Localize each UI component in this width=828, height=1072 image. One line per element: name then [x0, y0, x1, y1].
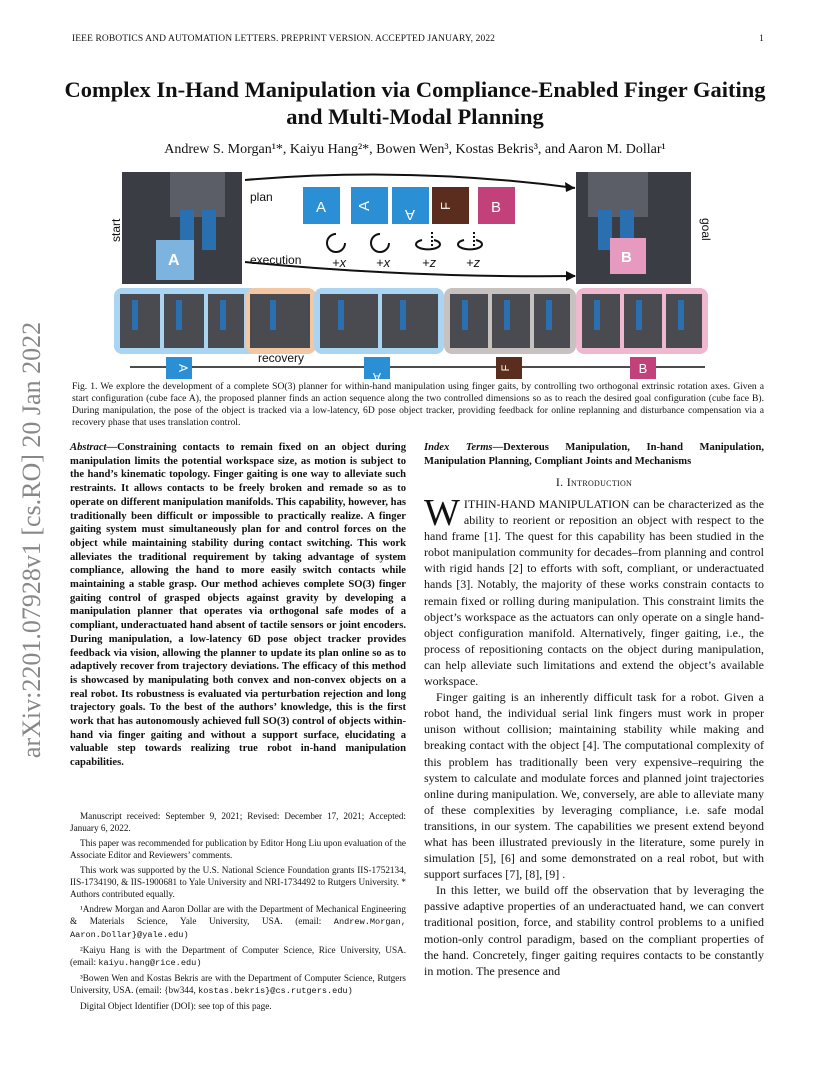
figure-1-graphic — [110, 170, 720, 380]
recovery-label: recovery — [258, 351, 305, 365]
footnote-doi: Digital Object Identifier (DOI): see top of this page. — [80, 1001, 272, 1011]
intro-paragraph-1-text: ITHIN-HAND MANIPULATION can be characterized as the ability to reorient or reposition an object with respect to the hand frame [1]. The quest for this capability has been studied in the robot manipulation community for decades–from planning and control with rigid hands [2] to efforts with soft, compliant, or underactuated hands [3]. Notably, the majority of these works constrain contacts to remain fixed or rolling during manipulation. This constraint limits the object’s workspace as the actuators can only operate on a single hand-object configuration manifold. Alternatively, finger gaiting, i.e., the process of repositioning contacts on the object during manipulation, can help alleviate such limitations and extend the object’s available workspace. — [424, 497, 764, 689]
index-terms-label: Index Terms — [424, 442, 493, 453]
timeline-tile-3-label: F — [500, 364, 512, 372]
execution-label: execution — [250, 253, 302, 267]
abstract-label: Abstract — [70, 442, 107, 453]
timeline-tile-2-label: A — [372, 370, 382, 380]
rotation-glyphs — [327, 232, 482, 252]
abstract-text: —Constraining contacts to remain fixed on an object during manipulation limits the potential workspace size, as motion is subject to the hand’s kinematic topology. Finger gaiting is one way to alleviate such restraints. It allows contacts to be freely broken and remade so as to operate on different manipulation manifolds. This capability, however, has traditionally been difficult or impossible to practically realize. A finger gaiting system must simultaneously plan for and control forces on the object while maintaining stability during contact switching. This work alleviates the traditional requirement by taking advantage of system compliance, allowing the hand to more easily switch contacts while maintaining a stable grasp. Our method achieves complete SO(3) finger gaiting control of grasped objects against gravity by developing a manipulation planner that operates via orthogonal safe modes of a compliant, underactuated hand absent of tactile sensors or joint encoders. During manipulation, a low-latency 6D pose object tracker provides feedback via vision, allowing the planner to update its plan online so as to adaptively recover from trajectory deviations. The efficacy of this method is showcased by manipulating both convex and non-convex objects on a real robot. Its robustness is evaluated via perturbation rejection and long trajectory goals. To the best of the authors’ knowledge, this is the first work that has autonomously achieved full SO(3) control of objects within-hand via finger gaiting and without a support surface, elucidating a valuable step towards realizing true robot in-hand manipulation capabilities. — [70, 442, 406, 769]
dropcap: W — [424, 492, 460, 534]
rotation-label-3: +z — [422, 255, 437, 270]
plan-tile-2-label: A — [356, 200, 373, 212]
index-terms — [424, 441, 764, 468]
plan-tile-1-label: A — [315, 199, 327, 216]
rotation-x-icon — [371, 234, 389, 252]
arxiv-stamp — [8, 290, 56, 790]
running-title: IEEE ROBOTICS AND AUTOMATION LETTERS. PREPRINT VERSION. ACCEPTED JANUARY, 2022 — [72, 34, 496, 44]
rotation-label-1: +x — [332, 255, 347, 270]
abstract — [70, 441, 406, 770]
footnote-funding: This work was supported by the U.S. National Science Foundation grants IIS-1752134, IIS-1734190, & IIS-1900681 to Yale University and NRI-1734492 to Rutgers University. * Authors contributed equally. — [70, 865, 406, 899]
footnote-affiliation-2-text: ²Kaiyu Hang is with the Department of Computer Science, Rice University, USA. (email: — [70, 945, 406, 967]
goal-label: goal — [699, 218, 713, 241]
start-photo — [122, 172, 242, 284]
footnote-affiliation-2-email: kaiyu.hang@rice.edu) — [98, 958, 202, 968]
figure-1 — [110, 170, 720, 380]
figure-caption: Fig. 1. We explore the development of a complete SO(3) planner for within-hand manipulation using finger gaits, by controlling two orthogonal extrinsic rotation axes. Given a start configuration (cube face A), the proposed planner finds an action sequence along the two controlled dimensions so as to reach the desired goal configuration (cube face B). During manipulation, the pose of the object is tracked via a low-latency, 6D pose object tracker, providing feedback for online replanning and disturbance compensation via a recovery phase that uses translation control. — [72, 381, 764, 428]
rotation-label-2: +x — [376, 255, 391, 270]
plan-arrow — [245, 175, 575, 188]
running-header — [72, 34, 764, 44]
section-heading: I. Introduction — [555, 475, 633, 489]
arxiv-identifier: arXiv:2201.07928v1 [cs.RO] 20 Jan 2022 — [17, 321, 46, 759]
plan-tile-5-label: B — [490, 199, 502, 216]
page-number: 1 — [759, 34, 764, 44]
plan-tile-4-label: F — [438, 202, 453, 210]
footnote-affiliation-1-text: ¹Andrew Morgan and Aaron Dollar are with the Department of Mechanical Engineering & Materials Science, Yale University, USA. (email: — [70, 904, 406, 926]
timeline-tile-1-label: A — [176, 363, 190, 373]
execution-arrowhead — [566, 271, 576, 281]
start-cube-face: A — [168, 252, 180, 269]
paper-title: Complex In-Hand Manipulation via Compliance-Enabled Finger Gaiting and Multi-Modal Planning — [64, 77, 766, 129]
introduction-body — [424, 492, 764, 979]
author-list: Andrew S. Morgan¹*, Kaiyu Hang²*, Bowen Wen³, Kostas Bekris³, and Aaron M. Dollar¹ — [164, 142, 666, 157]
intro-paragraph-1 — [424, 492, 764, 689]
footnote-editor: This paper was recommended for publication by Editor Hong Liu upon evaluation of the Associate Editor and Reviewers’ comments. — [70, 838, 406, 860]
timeline-tile-4-label: B — [638, 361, 648, 376]
rotation-z-icon — [458, 240, 482, 249]
plan-label: plan — [250, 190, 273, 204]
goal-cube-face: B — [621, 249, 632, 266]
plan-tile-3-label: A — [404, 206, 416, 223]
footnote-affiliation-2 — [70, 944, 406, 969]
start-label: start — [110, 218, 123, 242]
rotation-z-icon — [416, 240, 440, 249]
rotation-label-4: +z — [466, 255, 481, 270]
rotation-x-icon — [327, 234, 345, 252]
intro-paragraph-2: Finger gaiting is an inherently difficult task for a robot. Given a robot hand, the individual serial link fingers must work in proper unison without collision; maintaining stability while making and breaking contact with the object [4]. The computational complexity of this problem has traditionally been very expensive–requiring the system to calculate and modulate forces and planned joint trajectories online during manipulation. We, conversely, are able to alleviate many of these complexities by leveraging compliance, i.e. safe modal transitions, in our system. The capabilities we present extend beyond what has been illustrated previously in the literature, some purely in simulation [5], [6] and some demonstrated on a real robot, but with support surfaces [7], [8], [9] . — [424, 690, 764, 882]
footnote-affiliation-3 — [70, 972, 406, 997]
footnote-affiliation-3-text: ³Bowen Wen and Kostas Bekris are with the Department of Computer Science, Rutgers University, USA. (email: {bw344, — [70, 973, 406, 995]
goal-photo — [576, 172, 691, 284]
footnote-affiliation-1 — [70, 903, 406, 941]
index-terms-text: —Dexterous Manipulation, In-hand Manipulation, Manipulation Planning, Compliant Joints and Mechanisms — [424, 442, 764, 467]
footnote-affiliation-1-email: Andrew.Morgan, Aaron.Dollar}@yale.edu) — [70, 917, 406, 940]
footnote-received: Manuscript received: September 9, 2021; Revised: December 17, 2021; Accepted: January 6, 2022. — [70, 811, 406, 833]
footnote-affiliation-3-email: kostas.bekris}@cs.rutgers.edu) — [198, 986, 353, 996]
footnotes — [70, 810, 406, 1015]
intro-paragraph-3: In this letter, we build off the observation that by leveraging the passive adaptive properties of an underactuated hand, we can convert traditional position, force, and stability control problems to a unified motion-only control paradigm, based on the compliant properties of the hand. Concretely, finger gaiting requires contacts to be constantly in motion. The presence and — [424, 883, 764, 978]
